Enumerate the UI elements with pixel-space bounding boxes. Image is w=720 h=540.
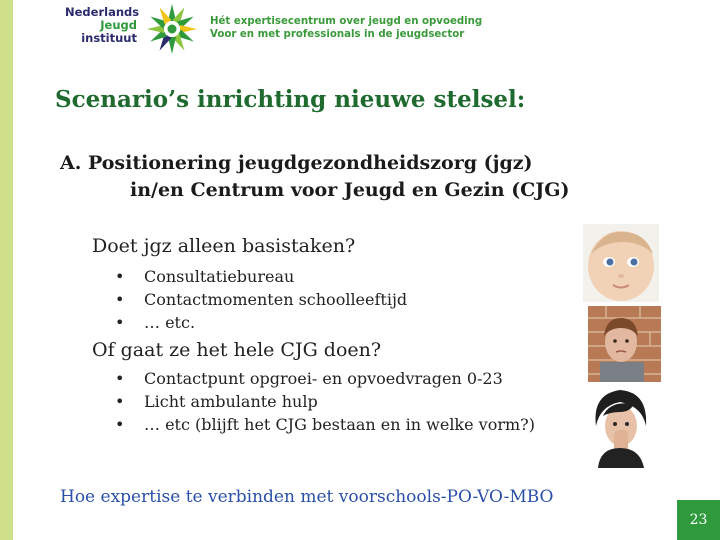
header-tagline — [210, 16, 482, 41]
tagline-line-2: Voor en met professionals in de jeugdsector — [210, 28, 465, 40]
logo-line-nederlands: Nederlands — [65, 5, 140, 19]
boy-photo — [588, 306, 661, 382]
logo-line-jeugd: Jeugd — [100, 18, 137, 32]
logo-wordmark — [65, 5, 140, 45]
question-whole-cjg: Of gaat ze het hele CJG doen? — [92, 339, 382, 361]
list-item-text: Consultatiebureau — [144, 267, 295, 286]
bullet-icon: • — [115, 415, 125, 434]
baby-photo — [583, 224, 659, 302]
logo-sunburst-icon — [145, 2, 199, 56]
tagline-line-1: Hét expertisecentrum over jeugd en opvoeding — [210, 16, 483, 27]
section-heading — [60, 150, 570, 204]
list-item — [115, 390, 535, 413]
bullet-list-whole-cjg — [115, 367, 535, 436]
bullet-icon: • — [115, 267, 125, 286]
bullet-icon: • — [115, 369, 125, 388]
list-item-text: Contactpunt opgroei- en opvoedvragen 0-23 — [144, 369, 503, 388]
list-item-text: … etc (blijft het CJG bestaan en in welke vorm?) — [144, 415, 535, 434]
list-item-text: Licht ambulante hulp — [144, 392, 318, 411]
bullet-icon: • — [115, 313, 125, 332]
header-banner — [13, 0, 720, 62]
page-number: 23 — [677, 500, 720, 540]
logo-line-instituut: instituut — [81, 31, 137, 45]
list-item — [115, 311, 407, 334]
heading-line-1: A. Positionering jeugdgezondheidszorg (jgz) — [60, 152, 533, 174]
list-item — [115, 288, 407, 311]
list-item — [115, 367, 535, 390]
teen-photo — [590, 386, 651, 468]
list-item-text: Contactmomenten schoolleeftijd — [144, 290, 408, 309]
question-basic-tasks: Doet jgz alleen basistaken? — [92, 235, 356, 257]
left-accent-bar — [0, 0, 13, 540]
bullet-icon: • — [115, 392, 125, 411]
bullet-icon: • — [115, 290, 125, 309]
list-item-text: … etc. — [144, 313, 196, 332]
list-item — [115, 413, 535, 436]
list-item — [115, 265, 407, 288]
bullet-list-basic-tasks — [115, 265, 407, 334]
footer-text: Hoe expertise te verbinden met voorschools-PO-VO-MBO — [60, 487, 554, 507]
slide-title: Scenario’s inrichting nieuwe stelsel: — [55, 86, 526, 113]
heading-line-2: in/en Centrum voor Jeugd en Gezin (CJG) — [130, 179, 570, 201]
